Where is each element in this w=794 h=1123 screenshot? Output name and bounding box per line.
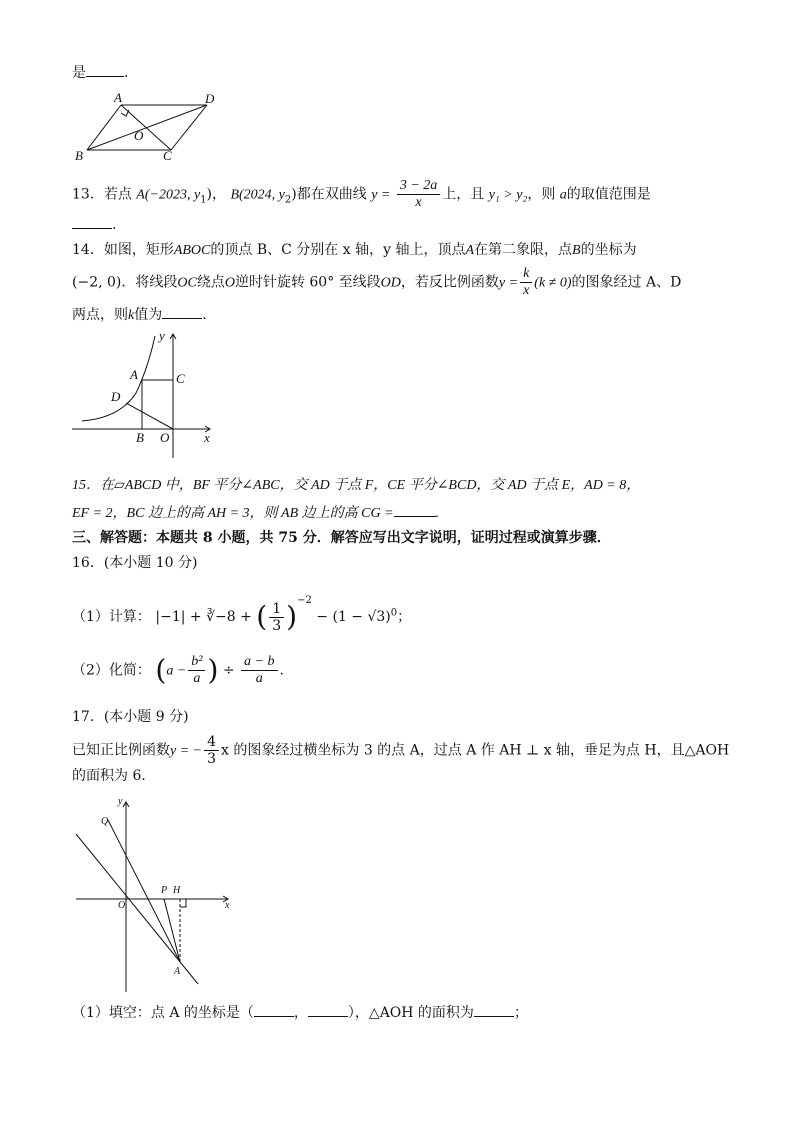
q14-eq: y = <box>498 275 519 291</box>
q16-title-text: 16．(本小题 10 分) <box>72 555 198 571</box>
fig3-label-x: x <box>225 900 230 911</box>
q14-line2 <box>72 266 681 299</box>
fig1-label-o: O <box>134 128 144 143</box>
q14-pb: B <box>572 243 581 258</box>
answer-blank <box>72 214 112 229</box>
q17-fraction <box>204 734 219 767</box>
fig2-label-b: B <box>136 430 144 445</box>
q14-l1c: 在第二象限，点 <box>474 242 573 258</box>
top-text: 是 <box>72 65 86 81</box>
q16-p1-fraction <box>269 601 284 634</box>
q13-end: . <box>112 217 117 233</box>
q16-p2-frac1 <box>188 654 205 687</box>
q16-p1-root: ∛−8 <box>206 609 236 625</box>
q13-tail: 上，且 <box>442 186 485 203</box>
q13-var: a <box>559 187 567 203</box>
q17-l1a: 已知正比例函数 <box>72 742 170 759</box>
q16-part2 <box>72 654 284 694</box>
q16-p2-den2: a <box>255 671 263 686</box>
q14-l3b: 值为 <box>134 307 163 323</box>
q14-fraction <box>520 266 532 299</box>
q17-fill <box>72 1002 528 1023</box>
q16-p2-num2: a − b <box>241 654 277 671</box>
q14-end: . <box>202 307 207 323</box>
q13-line2 <box>72 214 116 235</box>
q17-fill-a: （1）填空：点 A 的坐标是（ <box>72 1005 254 1021</box>
q17-line1 <box>72 734 729 767</box>
q14-l1b: 的顶点 B、C 分别在 x 轴，y 轴上，顶点 <box>210 242 466 258</box>
right-paren: ) <box>207 653 219 687</box>
q17-l1b: x 的图象经过横坐标为 3 的点 A，过点 A 作 AH ⊥ x 轴，垂足为点 H，且△AOH <box>221 742 730 759</box>
q16-p2-den1: a <box>193 671 201 686</box>
q14-l2e: 的图象经过 A、D <box>571 274 682 291</box>
q14-l2d: ，若反比例函数 <box>400 274 499 291</box>
figure-rectangle-hyperbola <box>70 328 230 458</box>
fig2-label-a: A <box>130 367 138 382</box>
answer-blank <box>394 502 436 517</box>
q16-p1-plus: + <box>240 609 252 625</box>
figure-parallelogram <box>70 90 230 165</box>
fig3-label-o: O <box>118 900 126 911</box>
q17-l2: 的面积为 6． <box>72 768 156 784</box>
fig3-label-a: A <box>174 966 181 977</box>
q14-cond: (k ≠ 0) <box>534 275 572 291</box>
q16-p2-num1: b² <box>188 654 205 671</box>
fig3-label-h: H <box>173 885 181 896</box>
q13-den: x <box>415 195 422 210</box>
q13-fraction <box>397 178 440 211</box>
section-heading <box>72 528 611 548</box>
q13-num: 3 − 2a <box>397 178 440 195</box>
fig3-label-p: P <box>161 885 168 896</box>
q17-num: 4 <box>204 734 219 751</box>
q16-p1-label: （1）计算： <box>72 609 151 625</box>
fig2-label-o: O <box>160 430 170 445</box>
left-paren: ( <box>155 653 167 687</box>
q13-mid1: )， <box>206 186 226 203</box>
q16-p1-a: |−1| + <box>155 609 202 625</box>
fig2-label-d: D <box>111 389 121 404</box>
q17-eq: y = − <box>170 743 203 759</box>
q13-tail3: 的取值范围是 <box>566 186 651 203</box>
q14-l1d: 的坐标为 <box>580 242 637 258</box>
q14-l2a: ．将线段 <box>121 274 178 291</box>
q14-l3: 两点，则 <box>72 307 128 323</box>
fig2-label-y: y <box>159 328 165 343</box>
answer-blank <box>308 1002 348 1017</box>
q13-line1: 13．若点 A(−2023, $y_1$)， B(2024, $y_2$)都在双曲线 y = $\frac{3 - 2a}{x}$ 上，且 y₁ > y₂，则 a的取值范围是 <box>72 178 651 210</box>
top-line <box>72 62 128 83</box>
q13-cond: y₁ > y₂ <box>488 187 528 203</box>
q16-p2-label: （2）化简： <box>72 662 151 679</box>
answer-blank <box>162 304 202 319</box>
q17-fill-comma: ， <box>293 1005 308 1021</box>
q13-eq: y = <box>371 187 391 203</box>
top-end: . <box>124 65 129 81</box>
q14-num: k <box>520 266 532 283</box>
q14-o: O <box>224 275 235 291</box>
q16-p2-div: ÷ <box>222 662 235 679</box>
q17-fill-end: ； <box>513 1005 528 1021</box>
q16-p2-a: a − <box>166 663 187 679</box>
fig1-label-c: C <box>163 148 172 163</box>
q15-line1 <box>72 476 640 496</box>
answer-blank <box>474 1002 514 1017</box>
q13-point-b: B(2024, y <box>230 187 285 203</box>
answer-blank <box>86 62 124 77</box>
q13-tail2: ，则 <box>527 186 556 203</box>
q14-l1: 14．如图，矩形 <box>72 242 174 258</box>
q16-part1 <box>72 591 412 634</box>
q16-p1-exp: −2 <box>297 595 312 606</box>
figure-proportional-function <box>72 792 242 992</box>
right-paren: ) <box>286 600 298 633</box>
q17-den: 3 <box>207 751 217 767</box>
q16-title <box>72 553 197 573</box>
q17-title-text: 17．(本小题 9 分) <box>72 709 189 725</box>
fig2-label-x: x <box>204 430 210 445</box>
q14-den: x <box>523 283 530 298</box>
fig1-label-a: A <box>114 90 122 105</box>
q17-fill-b: ），△AOH 的面积为 <box>347 1005 474 1021</box>
q16-p2-frac2 <box>241 654 277 687</box>
q13-mid2: )都在双曲线 <box>291 186 367 203</box>
q16-p1-fden: 3 <box>272 617 282 634</box>
q14-k: k <box>128 308 135 323</box>
q16-p1-fnum: 1 <box>269 601 284 618</box>
q14-line3 <box>72 304 207 326</box>
q14-coord: (−2, 0) <box>72 274 122 291</box>
q16-p1-tail: − (1 − √3) <box>316 609 391 625</box>
q15-end: . <box>435 506 440 521</box>
fig1-label-d: D <box>205 91 215 106</box>
left-paren: ( <box>256 600 268 633</box>
q17-title <box>72 707 189 727</box>
q13-lead: 13．若点 <box>72 186 132 203</box>
q14-l2b: 绕点 <box>196 274 225 291</box>
fig3-label-q: Q <box>101 816 109 827</box>
q13-point-a: A(−2023, y <box>136 187 201 203</box>
q14-oc: OC <box>177 275 197 291</box>
q15-l2: EF = 2，BC 边上的高 AH = 3，则 AB 边上的高 CG = <box>72 506 394 521</box>
q14-od: OD <box>380 275 401 291</box>
q17-line2 <box>72 766 155 786</box>
answer-blank <box>254 1002 294 1017</box>
q15-l1: 15．在▱ABCD 中，BF 平分∠ABC，交 AD 于点 F，CE 平分∠BCD，交 AD 于点 E，AD = 8， <box>72 478 641 493</box>
fig2-label-c: C <box>176 371 185 386</box>
q15-line2 <box>72 502 439 524</box>
q14-shape: ABOC <box>173 243 211 258</box>
fig1-label-b: B <box>75 148 83 163</box>
q14-pa: A <box>465 243 475 258</box>
fig3-label-y: y <box>118 796 123 807</box>
q16-p1-end: ； <box>397 609 412 625</box>
q14-l2c: 逆时针旋转 60° 至线段 <box>234 274 381 291</box>
q16-p2-end: . <box>279 662 284 679</box>
section3-text: 三、解答题：本题共 8 小题，共 75 分．解答应写出文字说明，证明过程或演算步骤． <box>72 530 611 546</box>
q14-line1 <box>72 240 637 261</box>
q16-p1-zero: 0 <box>390 607 398 619</box>
